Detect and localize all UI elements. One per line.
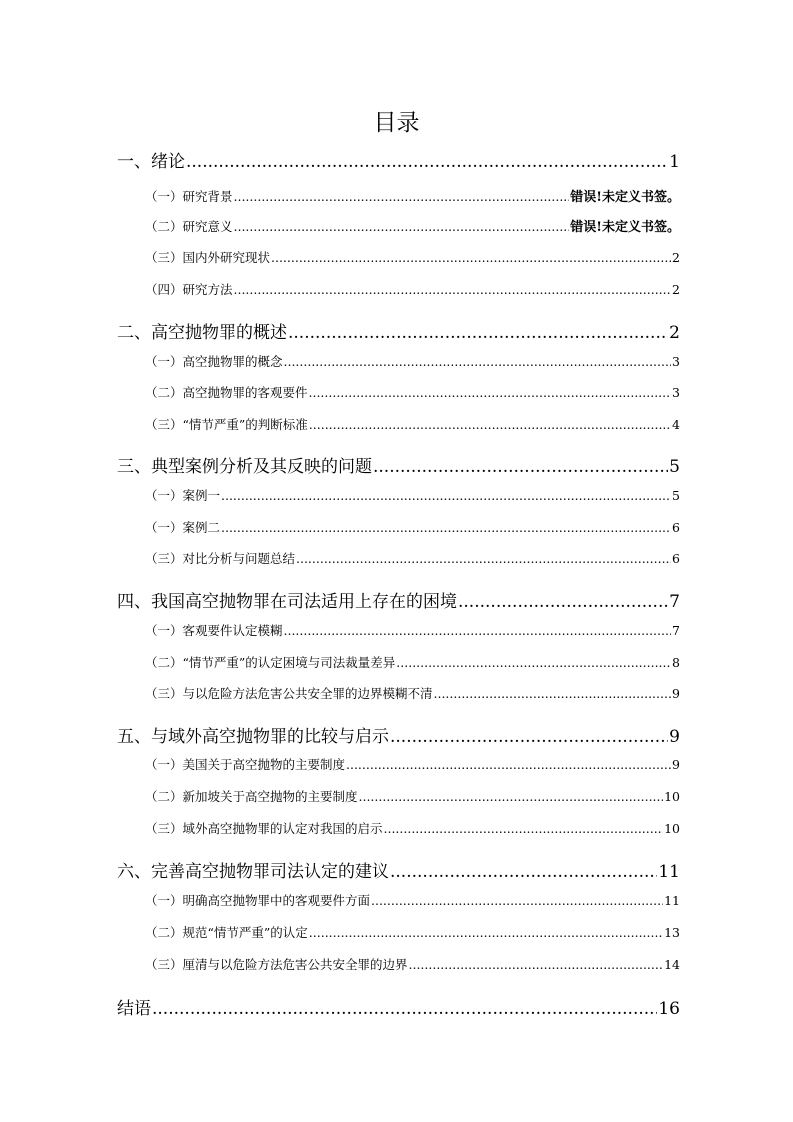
toc-chapter-entry[interactable] (117, 587, 680, 612)
toc-entry-title: （三）域外高空抛物罪的认定对我国的启示 (145, 821, 383, 836)
toc-page-number: 3 (672, 354, 680, 369)
toc-dot-leader (152, 999, 657, 1019)
toc-dot-leader (296, 551, 671, 566)
toc-dot-leader (396, 655, 671, 670)
toc-page-number: 6 (672, 520, 680, 535)
toc-section-entry[interactable] (145, 549, 680, 567)
toc-page-number: 8 (672, 655, 680, 670)
toc-page-number: 3 (672, 385, 680, 400)
toc-page-number: 13 (664, 925, 680, 940)
toc-section-entry[interactable] (145, 383, 680, 401)
toc-entry-title: 三、典型案例分析及其反映的问题 (117, 457, 372, 477)
toc-page-number: 2 (669, 323, 680, 343)
toc-page-number: 5 (669, 457, 680, 477)
toc-page-number: 14 (664, 957, 680, 972)
toc-entry-title: （三）国内外研究现状 (145, 250, 271, 265)
toc-section-entry[interactable] (145, 955, 680, 973)
toc-entry-title: （三）对比分析与问题总结 (145, 551, 296, 566)
toc-page-number: 2 (672, 250, 680, 265)
toc-page-number: 7 (672, 623, 680, 638)
toc-entry-title: （二）高空抛物罪的客观要件 (145, 385, 308, 400)
toc-dot-leader (346, 757, 671, 772)
toc-entry-title: （二）规范“情节严重”的认定 (145, 925, 308, 940)
toc-page-number: 9 (672, 686, 680, 701)
toc-section-entry[interactable] (145, 819, 680, 837)
toc-section-entry[interactable] (145, 755, 680, 773)
toc-dot-leader (284, 354, 672, 369)
toc-dot-leader (390, 727, 668, 747)
toc-page-number: 2 (672, 282, 680, 297)
toc-section-entry[interactable] (145, 352, 680, 370)
toc-section-entry[interactable] (145, 653, 680, 671)
toc-section-entry[interactable] (145, 891, 680, 909)
toc-page-number: 6 (672, 551, 680, 566)
toc-section-entry[interactable] (145, 621, 680, 639)
toc-dot-leader (234, 189, 570, 204)
toc-chapter-entry[interactable] (117, 147, 680, 172)
toc-page-number: 错误!未定义书签。 (570, 190, 680, 205)
toc-entry-title: （三）厘清与以危险方法危害公共安全罪的边界 (145, 957, 408, 972)
toc-dot-leader (284, 623, 672, 638)
toc-entry-title: （一）研究背景 (145, 189, 233, 204)
toc-dot-leader (384, 821, 664, 836)
toc-dot-leader (458, 592, 668, 612)
toc-entry-title: 二、高空抛物罪的概述 (117, 323, 287, 343)
toc-dot-leader (221, 488, 671, 503)
toc-section-entry[interactable] (145, 787, 680, 805)
toc-dot-leader (271, 250, 671, 265)
toc-dot-leader (288, 323, 668, 343)
toc-entry-title: 一、绪论 (117, 152, 185, 172)
toc-chapter-entry[interactable] (117, 452, 680, 477)
toc-entry-title: （一）美国关于高空抛物的主要制度 (145, 757, 346, 772)
toc-dot-leader (221, 520, 671, 535)
toc-dot-leader (390, 862, 657, 882)
toc-chapter-entry[interactable] (117, 857, 680, 882)
toc-entry-title: （四）研究方法 (145, 282, 233, 297)
toc-dot-leader (186, 152, 668, 172)
toc-section-entry[interactable] (145, 923, 680, 941)
toc-page-number: 4 (672, 417, 680, 432)
toc-dot-leader (309, 385, 672, 400)
toc-page-number: 7 (669, 592, 680, 612)
toc-entry-title: 五、与域外高空抛物罪的比较与启示 (117, 727, 389, 747)
toc-entry-title: （二）“情节严重”的认定困境与司法裁量差异 (145, 655, 396, 670)
toc-chapter-entry[interactable] (117, 318, 680, 343)
toc-dot-leader (234, 219, 570, 234)
toc-page-number: 错误!未定义书签。 (570, 220, 680, 235)
toc-entry-title: 六、完善高空抛物罪司法认定的建议 (117, 862, 389, 882)
toc-section-entry[interactable] (145, 684, 680, 702)
toc-entry-title: （一）案例二 (145, 520, 221, 535)
toc-entry-title: （一）明确高空抛物罪中的客观要件方面 (145, 893, 371, 908)
toc-page-number: 5 (672, 488, 680, 503)
toc-page-number: 9 (669, 727, 680, 747)
toc-section-entry[interactable] (145, 518, 680, 536)
toc-page-number: 11 (658, 862, 680, 882)
toc-page-number: 10 (664, 789, 680, 804)
toc-dot-leader (309, 925, 663, 940)
toc-entry-title: （二）研究意义 (145, 219, 233, 234)
toc-chapter-entry[interactable] (117, 994, 680, 1019)
toc-dot-leader (409, 957, 664, 972)
toc-page-number: 16 (658, 999, 680, 1019)
toc-section-entry[interactable] (145, 280, 680, 298)
toc-entry-title: 结语 (117, 999, 151, 1019)
toc-page-number: 11 (664, 893, 680, 908)
toc-section-entry[interactable] (145, 186, 680, 205)
toc-dot-leader (373, 457, 668, 477)
toc-dot-leader (371, 893, 663, 908)
toc-chapter-entry[interactable] (117, 722, 680, 747)
toc-dot-leader (434, 686, 672, 701)
toc-entry-title: （三）与以危险方法危害公共安全罪的边界模糊不清 (145, 686, 433, 701)
toc-page-number: 10 (664, 821, 680, 836)
toc-entry-title: 四、我国高空抛物罪在司法适用上存在的困境 (117, 592, 457, 612)
toc-dot-leader (359, 789, 664, 804)
toc-entry-title: （一）高空抛物罪的概念 (145, 354, 283, 369)
toc-entry-title: （二）新加坡关于高空抛物的主要制度 (145, 789, 358, 804)
toc-section-entry[interactable] (145, 415, 680, 433)
toc-section-entry[interactable] (145, 486, 680, 504)
toc-entry-title: （一）案例一 (145, 488, 221, 503)
toc-page-number: 9 (672, 757, 680, 772)
toc-page-number: 1 (669, 152, 680, 172)
toc-dot-leader (234, 282, 672, 297)
toc-section-entry[interactable] (145, 216, 680, 235)
toc-entry-title: （一）客观要件认定模糊 (145, 623, 283, 638)
toc-dot-leader (309, 417, 671, 432)
toc-entry-title: （三）“情节严重”的判断标准 (145, 417, 308, 432)
toc-title: 目录 (373, 110, 420, 136)
toc-section-entry[interactable] (145, 248, 680, 266)
